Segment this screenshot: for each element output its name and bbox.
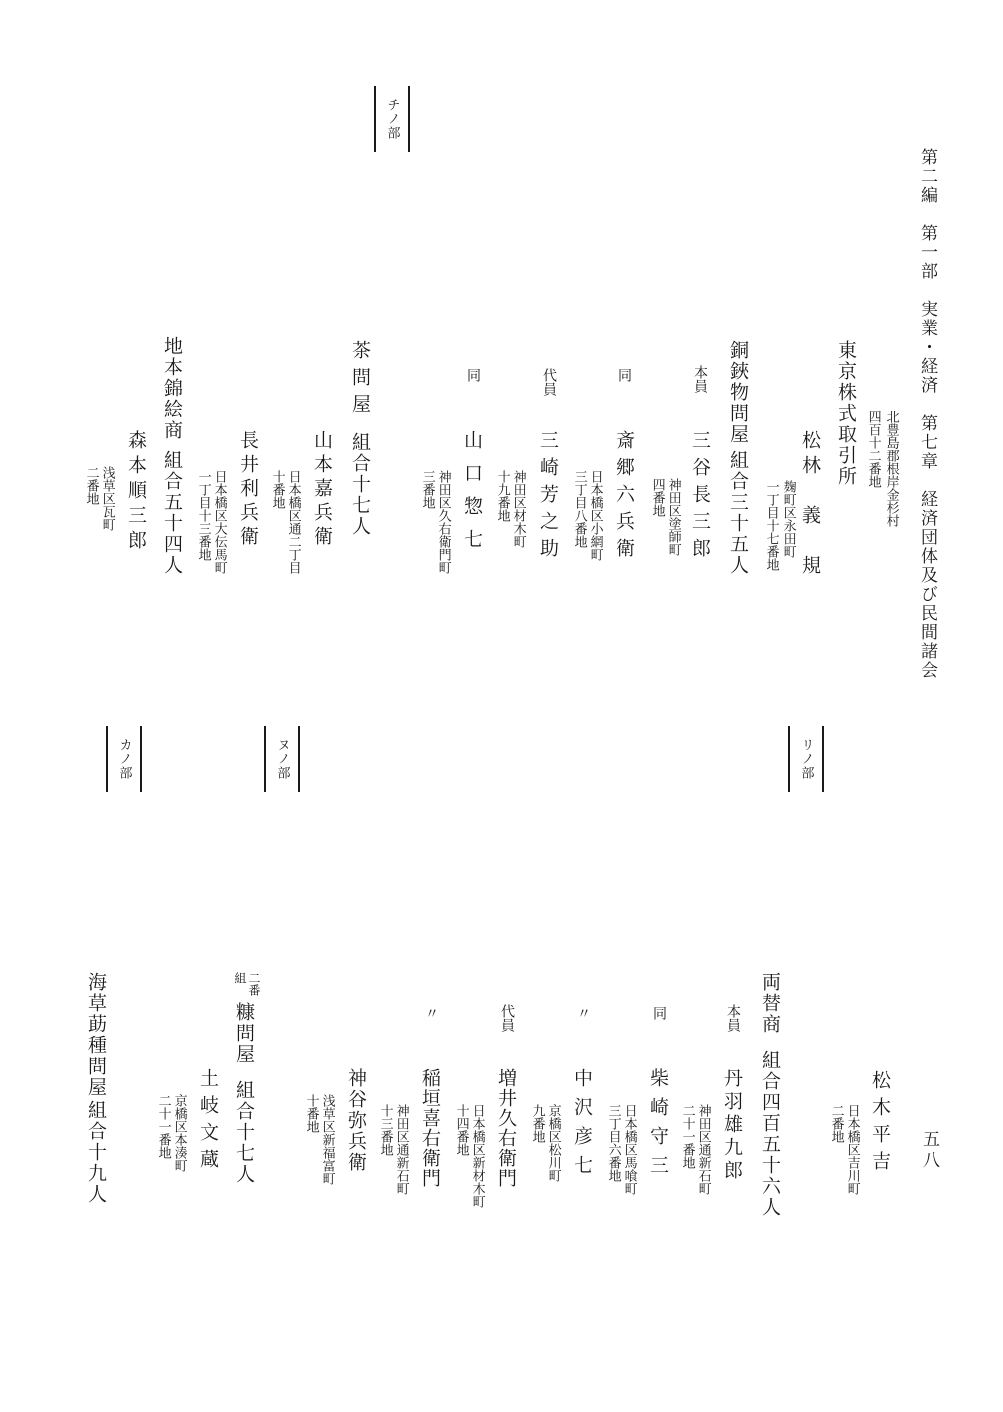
- bran-addr-1b: 二十一番地: [155, 1094, 171, 1159]
- copper-name-3: 三崎芳之助: [537, 430, 559, 565]
- copper-role-3: 代員: [541, 368, 557, 396]
- exchange-role-2: 同: [651, 1006, 667, 1020]
- bran-prefix-1: 二番: [247, 972, 261, 996]
- stock-exchange-address-2: 四百十二番地: [865, 410, 881, 488]
- bran-title: 糠問屋: [233, 1002, 255, 1065]
- jihon-name-1: 森本順三郎: [125, 430, 147, 555]
- copper-addr-3a: 神田区材木町: [510, 470, 526, 548]
- jihon-title: 地本錦絵商: [161, 336, 183, 441]
- section-ri: リノ部: [788, 726, 824, 792]
- section-ka: カノ部: [106, 726, 142, 792]
- exchange-role-4: 代員: [499, 1004, 515, 1032]
- tea-addr-1a: 日本橋区通二丁目: [285, 470, 301, 574]
- exchange-title: 両替商: [759, 972, 781, 1035]
- copper-name-4: 山口惣七: [461, 430, 483, 562]
- exchange-addr-5a: 神田区通新石町: [393, 1104, 409, 1195]
- exchange-addr-4b: 十四番地: [453, 1104, 469, 1156]
- seaweed-count: 組合十九人: [85, 1100, 107, 1205]
- bran-name-1: 土岐文蔵: [197, 1068, 219, 1176]
- exchange-name-4: 増井久右衛門: [495, 1068, 517, 1188]
- section-chi: チノ部: [374, 86, 410, 152]
- exchange-name-6: 神谷弥兵衛: [345, 1068, 367, 1173]
- copper-title: 銅鋏物問屋: [727, 340, 749, 445]
- exchange-addr-1b: 二十一番地: [679, 1104, 695, 1169]
- tea-addr-2a: 日本橋区大伝馬町: [211, 470, 227, 574]
- jihon-addr-1a: 浅草区瓦町: [99, 466, 115, 531]
- copper-addr-2a: 日本橋区小網町: [587, 470, 603, 561]
- tea-addr-2b: 一丁目十三番地: [195, 470, 211, 561]
- exchange-name-1: 丹羽雄九郎: [721, 1068, 743, 1183]
- tea-addr-1b: 十番地: [269, 470, 285, 509]
- first-name: 松木平吉: [869, 1070, 891, 1178]
- exchange-name-3: 中沢彦七: [571, 1068, 593, 1184]
- first-addr-a: 日本橋区吉川町: [844, 1104, 860, 1195]
- exchange-addr-5b: 十三番地: [377, 1104, 393, 1156]
- exchange-addr-3a: 京橋区松川町: [545, 1104, 561, 1182]
- exchange-count: 組合四百五十六人: [759, 1050, 781, 1218]
- copper-name-1: 三谷長三郎: [689, 430, 711, 565]
- person-address-2: 一丁目十七番地: [763, 480, 779, 571]
- tea-name-2: 長井利兵衛: [237, 430, 259, 550]
- copper-addr-4a: 神田区久右衛門町: [435, 470, 451, 574]
- jihon-addr-1b: 二番地: [83, 466, 99, 505]
- copper-role-4: 同: [465, 368, 481, 382]
- copper-addr-1b: 四番地: [649, 478, 665, 517]
- exchange-role-5: 〃: [423, 1006, 439, 1020]
- person-address-1: 麹町区永田町: [780, 480, 796, 558]
- section-nu: ヌノ部: [264, 726, 300, 792]
- seaweed-title: 海草莇種問屋: [85, 972, 107, 1098]
- copper-addr-2b: 三丁目八番地: [571, 470, 587, 548]
- copper-count: 組合三十五人: [727, 450, 749, 576]
- first-addr-b: 二番地: [828, 1104, 844, 1143]
- stock-exchange-title: 東京株式取引所: [835, 340, 857, 487]
- tea-name-1: 山本嘉兵衛: [311, 430, 333, 550]
- bran-addr-1a: 京橋区本湊町: [171, 1094, 187, 1172]
- exchange-role-3: 〃: [575, 1006, 591, 1020]
- bran-prefix-2: 組: [233, 972, 247, 984]
- copper-addr-4b: 三番地: [419, 470, 435, 509]
- bran-count: 組合十七人: [233, 1080, 255, 1185]
- tea-count: 組合十七人: [349, 432, 371, 537]
- exchange-addr-2a: 日本橋区馬喰町: [621, 1104, 637, 1195]
- exchange-addr-4a: 日本橋区新材木町: [469, 1104, 485, 1208]
- jihon-count: 組合五十四人: [161, 450, 183, 576]
- copper-name-2: 斎郷六兵衛: [613, 430, 635, 565]
- copper-role-1: 本員: [692, 365, 708, 393]
- exchange-role-1: 本員: [725, 1004, 741, 1032]
- exchange-addr-6a: 浅草区新福富町: [319, 1094, 335, 1185]
- stock-exchange-address-1: 北豊島郡根岸金杉村: [883, 410, 899, 527]
- exchange-name-2: 柴崎守三: [647, 1068, 669, 1184]
- running-header: 第二編 第一部 実業・経済 第七章 経済団体及び民間諸会: [917, 148, 937, 680]
- exchange-addr-3b: 九番地: [529, 1104, 545, 1143]
- page-number: 五八: [919, 1130, 939, 1172]
- copper-role-2: 同: [616, 368, 632, 382]
- copper-addr-3b: 十九番地: [494, 470, 510, 522]
- copper-addr-1a: 神田区塗師町: [665, 478, 681, 556]
- stock-exchange-person: 松林 義 規: [799, 430, 821, 580]
- exchange-addr-1a: 神田区通新石町: [695, 1104, 711, 1195]
- exchange-addr-2b: 三丁目六番地: [605, 1104, 621, 1182]
- exchange-addr-6b: 十番地: [303, 1094, 319, 1133]
- exchange-name-5: 稲垣喜右衛門: [419, 1068, 441, 1188]
- tea-title: 茶問屋: [349, 340, 371, 421]
